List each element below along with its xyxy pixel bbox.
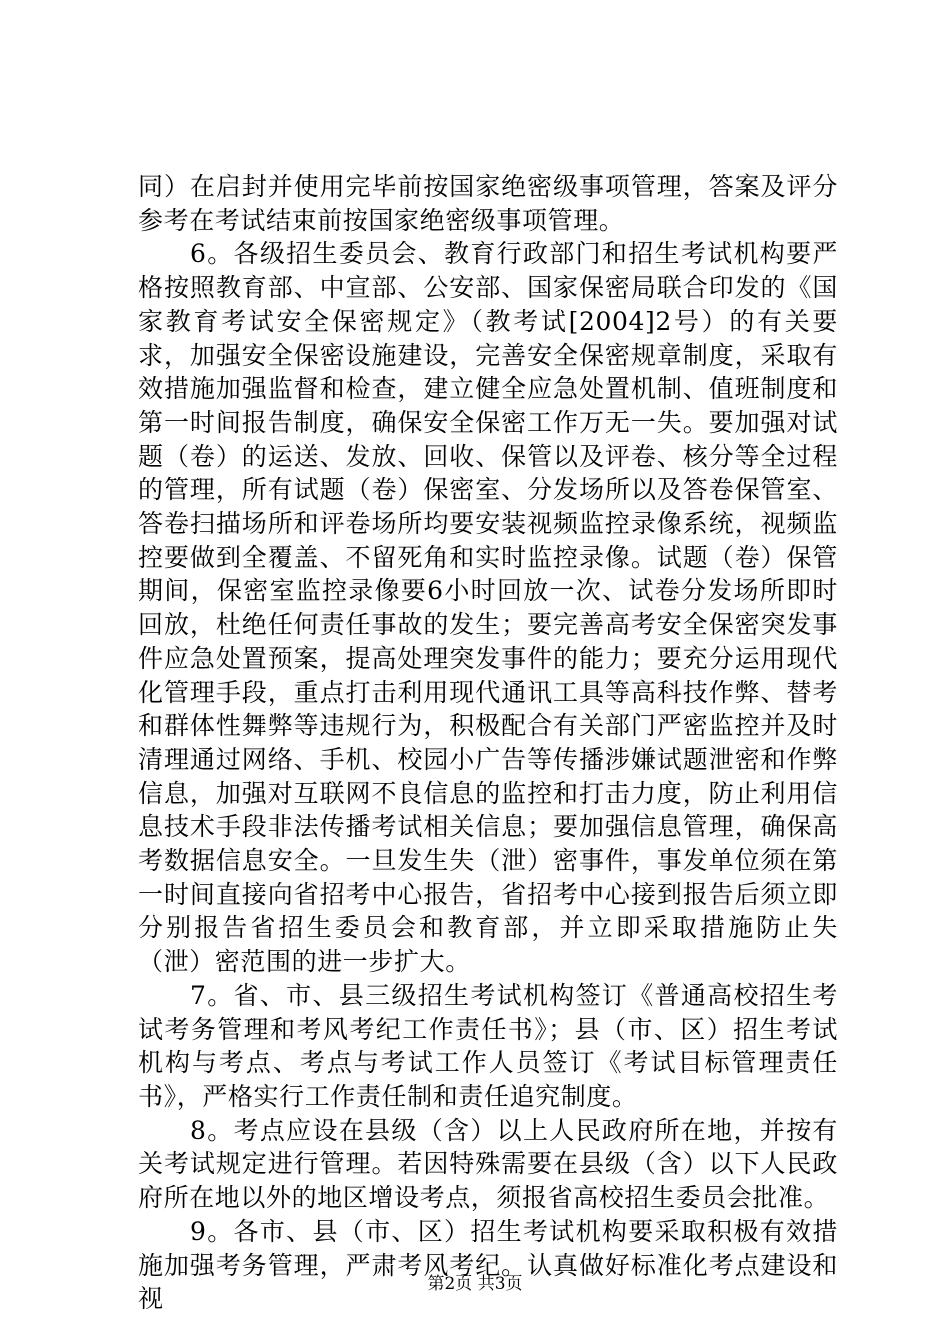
paragraph-continuation: 同）在启封并使用完毕前按国家绝密级事项管理，答案及评分参考在考试结束前按国家绝密级事项管理。: [138, 172, 838, 235]
paragraph-item-7: 7。省、市、县三级招生考试机构签订《普通高校招生考试考务管理和考风考纪工作责任书》；县（市、区）招生考试机构与考点、考点与考试工作人员签订《考试目标管理责任书》，严格实行工作责任制和责任追究制度。: [138, 980, 838, 1111]
paragraph-item-8: 8。考点应设在县级（含）以上人民政府所在地，并按有关考试规定进行管理。若因特殊需要在县级（含）以下人民政府所在地以外的地区增设考点，须报省高校招生委员会批准。: [138, 1115, 838, 1213]
document-body: [138, 170, 838, 1316]
page-number-label: 第2页 共3页: [427, 1274, 523, 1294]
paragraph-item-9: 9。各市、县（市、区）招生考试机构要采取积极有效措施加强考务管理，严肃考风考纪。认真做好标准化考点建设和视: [138, 1216, 838, 1314]
paragraph-item-6: 6。各级招生委员会、教育行政部门和招生考试机构要严格按照教育部、中宣部、公安部、国家保密局联合印发的《国家教育考试安全保密规定》（教考试[2004]2号）的有关要求，加强安全保密设施建设，完善安全保密规章制度，采取有效措施加强监督和检查，建立健全应急处置机制、值班制度和第一时间报告制度，确保安全保密工作万无一失。要加强对试题（卷）的运送、发放、回收、保管以及评卷、核分等全过程的管理，所有试题（卷）保密室、分发场所以及答卷保管室、答卷扫描场所和评卷场所均要安装视频监控录像系统，视频监控要做到全覆盖、不留死角和实时监控录像。试题（卷）保管期间，保密室监控录像要6小时回放一次、试卷分发场所即时回放，杜绝任何责任事故的发生；要完善高考安全保密突发事件应急处置预案，提高处理突发事件的能力；要充分运用现代化管理手段，重点打击利用现代通讯工具等高科技作弊、替考和群体性舞弊等违规行为，积极配合有关部门严密监控并及时清理通过网络、手机、校园小广告等传播涉嫌试题泄密和作弊信息，加强对互联网不良信息的监控和打击力度，防止利用信息技术手段非法传播考试相关信息；要加强信息管理，确保高考数据信息安全。一旦发生失（泄）密事件，事发单位须在第一时间直接向省招考中心报告，省招考中心接到报告后须立即分别报告省招生委员会和教育部，并立即采取措施防止失（泄）密范围的进一步扩大。: [138, 239, 838, 977]
page-footer: [0, 1273, 950, 1295]
